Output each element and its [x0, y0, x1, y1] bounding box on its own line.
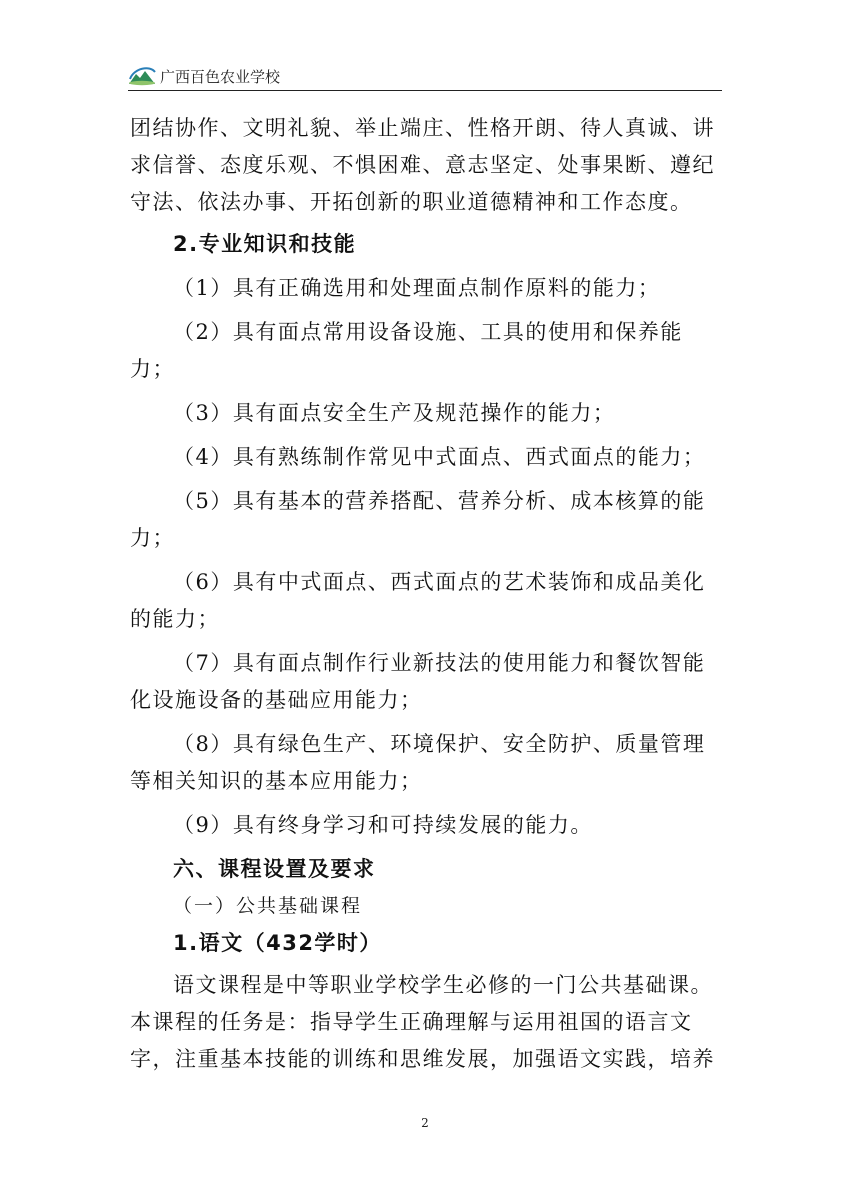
list-item: （5）具有基本的营养搭配、营养分析、成本核算的能 — [173, 489, 706, 513]
list-item: （6）具有中式面点、西式面点的艺术装饰和成品美化 — [173, 570, 706, 594]
list-item: （4）具有熟练制作常见中式面点、西式面点的能力； — [173, 445, 706, 469]
page-number: 2 — [421, 1116, 429, 1130]
course-heading-chinese: 1.语文（432学时） — [173, 931, 382, 955]
list-item-continuation: 力； — [130, 526, 175, 550]
list-item: （1）具有正确选用和处理面点制作原料的能力； — [173, 276, 661, 300]
body-line: 守法、依法办事、开拓创新的职业道德精神和工作态度。 — [130, 190, 693, 214]
page-header — [128, 58, 722, 92]
body-line: 求信誉、态度乐观、不惧困难、意志坚定、处事果断、遵纪 — [130, 153, 715, 177]
school-name: 广西百色农业学校 — [160, 68, 281, 86]
list-item-continuation: 的能力； — [130, 607, 220, 631]
subsection-heading-public-courses: （一）公共基础课程 — [173, 895, 363, 917]
list-item: （7）具有面点制作行业新技法的使用能力和餐饮智能 — [173, 651, 706, 675]
document-body — [130, 110, 724, 1078]
list-item: （9）具有终身学习和可持续发展的能力。 — [173, 813, 593, 837]
list-item: （3）具有面点安全生产及规范操作的能力； — [173, 401, 616, 425]
body-line: 本课程的任务是：指导学生正确理解与运用祖国的语言文 — [130, 1010, 693, 1034]
list-item-continuation: 化设施设备的基础应用能力； — [130, 688, 423, 712]
list-item: （8）具有绿色生产、环境保护、安全防护、质量管理 — [173, 732, 706, 756]
chapter-heading-curriculum: 六、课程设置及要求 — [173, 857, 376, 881]
list-item: （2）具有面点常用设备设施、工具的使用和保养能力； — [130, 320, 683, 381]
body-line: 字，注重基本技能的训练和思维发展，加强语文实践，培养 — [130, 1047, 715, 1071]
school-logo-icon — [128, 62, 156, 86]
section-heading-skills: 2.专业知识和技能 — [173, 232, 357, 256]
body-line: 团结协作、文明礼貌、举止端庄、性格开朗、待人真诚、讲 — [130, 116, 715, 140]
body-line: 语文课程是中等职业学校学生必修的一门公共基础课。 — [173, 973, 713, 997]
list-item-continuation: 等相关知识的基本应用能力； — [130, 769, 423, 793]
header-divider — [128, 90, 722, 91]
